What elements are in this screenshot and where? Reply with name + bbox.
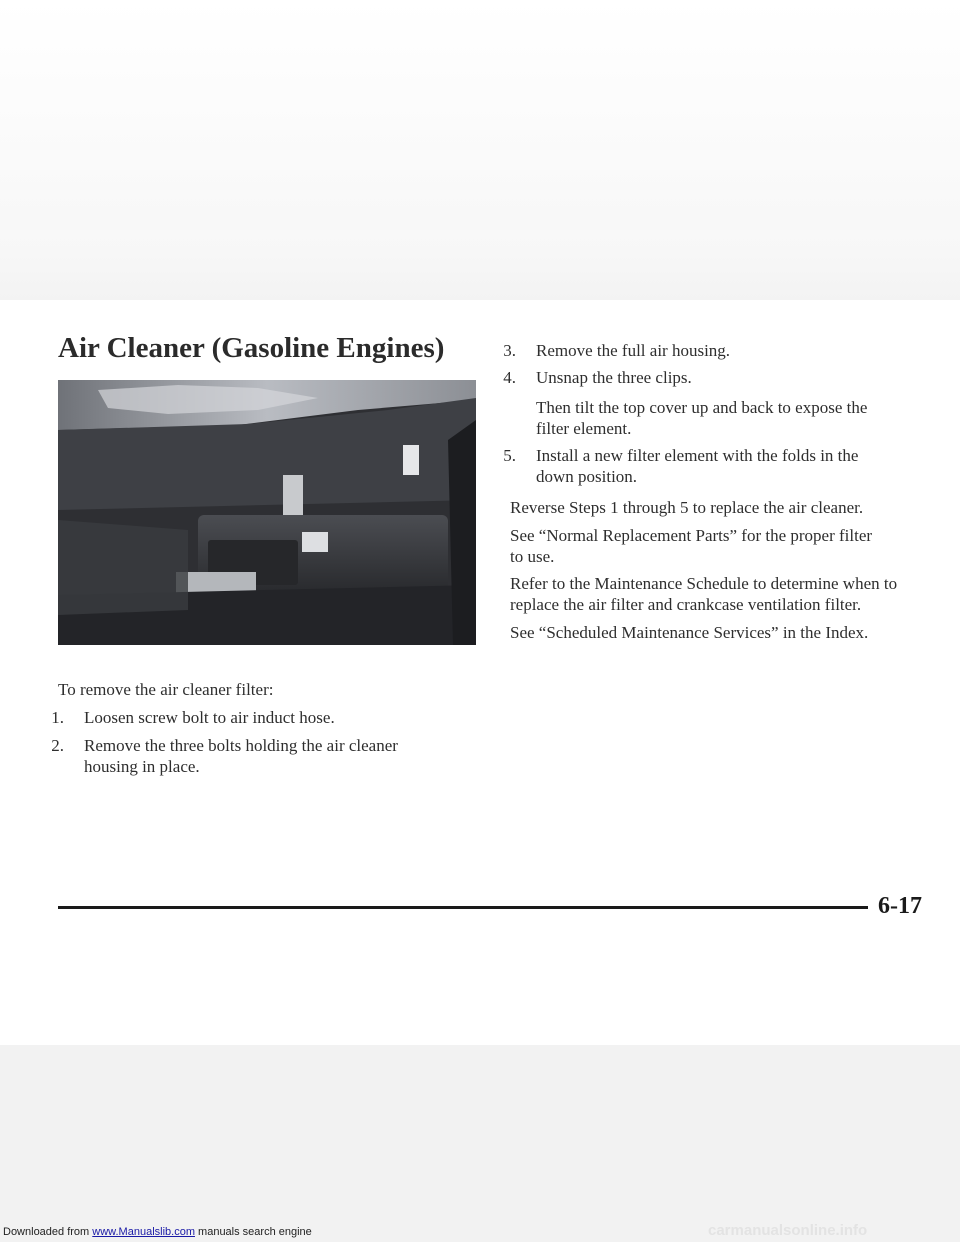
footer-rule [58, 906, 868, 909]
intro-text: To remove the air cleaner filter: [58, 680, 274, 699]
download-suffix: manuals search engine [194, 1226, 312, 1238]
watermark: carmanualsonline.info [708, 1222, 868, 1239]
reverse-steps-paragraph [510, 497, 863, 518]
top-margin [0, 0, 960, 300]
paragraph-line: Reverse Steps 1 through 5 to replace the air cleaner. [510, 498, 864, 517]
step-number: 5. [503, 446, 516, 465]
index-reference-paragraph [510, 622, 868, 643]
page-title: Air Cleaner (Gasoline Engines) [58, 332, 445, 364]
step-number: 3. [503, 341, 516, 360]
step-number: 2. [51, 736, 64, 755]
paragraph-line: See “Normal Replacement Parts” for the proper filter [510, 526, 873, 545]
manualslib-link[interactable]: www.Manualslib.com [92, 1226, 195, 1238]
scan-footer [0, 1045, 960, 1242]
step-text: Unsnap the three clips. [536, 368, 692, 387]
step-text: Remove the three bolts holding the air cleaner [84, 736, 398, 755]
download-notice [3, 1226, 312, 1238]
step-text: Remove the full air housing. [536, 341, 731, 360]
paragraph-line: to use. [510, 547, 555, 566]
replacement-parts-paragraph [510, 525, 872, 567]
paragraph-line: See “Scheduled Maintenance Services” in the Index. [510, 623, 869, 642]
step-number: 1. [51, 708, 64, 727]
step-text: down position. [536, 467, 638, 486]
paragraph-line: Refer to the Maintenance Schedule to determine when to [510, 574, 898, 593]
step-text: housing in place. [84, 757, 200, 776]
step-text: Then tilt the top cover up and back to expose the [536, 398, 868, 417]
step-text: Install a new filter element with the folds in the [536, 446, 859, 465]
air-cleaner-photo [58, 380, 476, 645]
step-text: filter element. [536, 419, 632, 438]
step-text: Loosen screw bolt to air induct hose. [84, 708, 335, 727]
paragraph-line: replace the air filter and crankcase ventilation filter. [510, 595, 862, 614]
download-prefix: Downloaded from [3, 1226, 93, 1238]
page-number: 6-17 [878, 893, 922, 919]
step-number: 4. [503, 368, 516, 387]
maintenance-schedule-paragraph [510, 573, 897, 615]
